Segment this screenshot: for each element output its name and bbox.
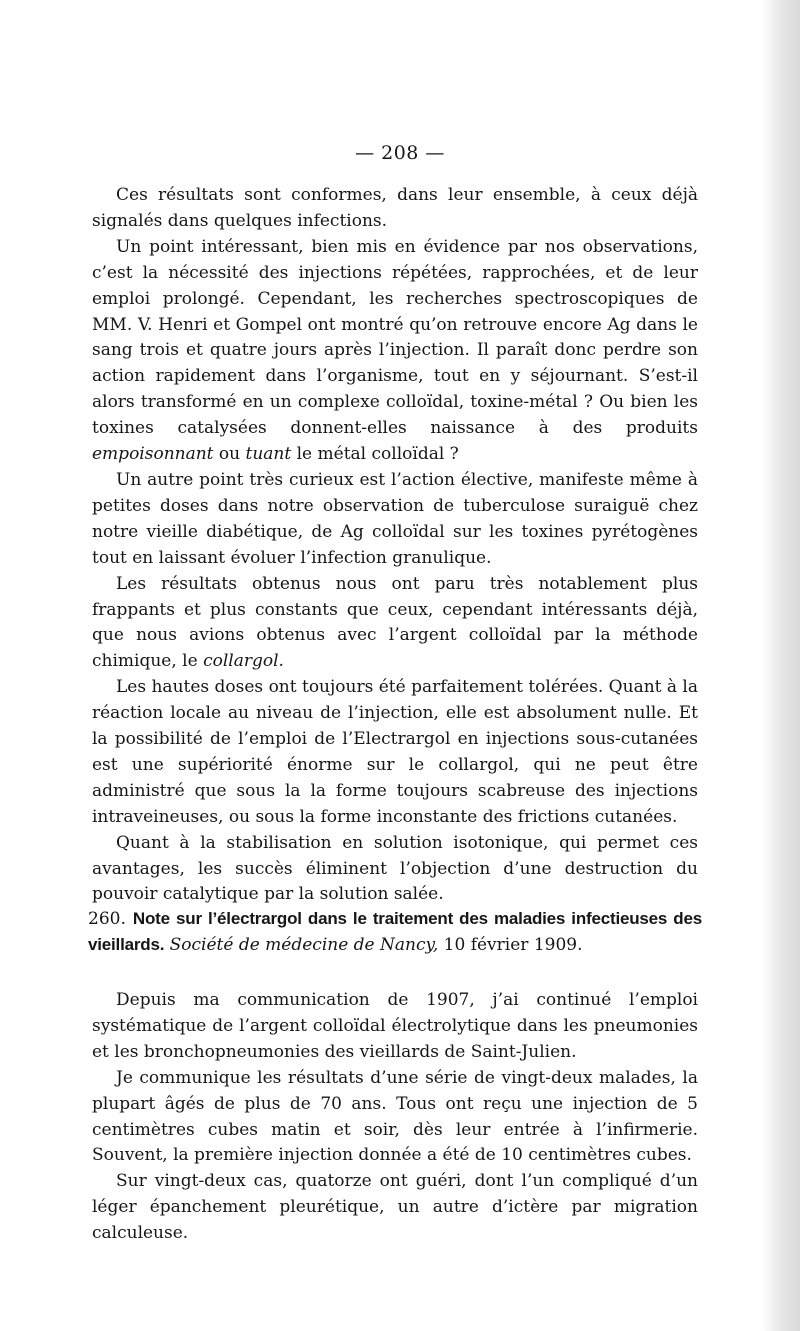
section-heading [88, 906, 702, 958]
section-body-text [92, 988, 698, 1247]
paragraph: Depuis ma communication de 1907, j’ai continué l’emploi systématique de l’argent colloïdal électrolytique dans les pneumonies et les bronchopneumonies des vieillards de Saint-Julien. [92, 990, 698, 1062]
paragraph: Un autre point très curieux est l’action élective, manifeste même à petites doses dans notre observation de tuberculose suraiguë chez notre vieille diabétique, de Ag colloïdal sur les toxines pyrétogènes tout en laissant évoluer l’infection granulique. [92, 469, 698, 568]
page-number: — 208 — [355, 142, 445, 164]
section-date: 10 février 1909. [443, 935, 583, 955]
section-number: 260. [88, 909, 126, 929]
paragraph: Les résultats obtenus nous ont paru très notablement plus frappants et plus constants que ceux, cependant intéressants déjà, que nous avions obtenus avec l’argent colloïdal par la méthode chimique, le collargol. [92, 573, 698, 672]
paragraph: Quant à la stabilisation en solution isotonique, qui permet ces avantages, les succès éliminent l’objection d’une destruction du pouvoir catalytique par la solution salée. [92, 832, 698, 905]
section-source: Société de médecine de Nancy, [169, 935, 439, 955]
paragraph: Les hautes doses ont toujours été parfaitement tolérées. Quant à la réaction locale au niveau de l’injection, elle est absolument nulle. Et la possibilité de l’emploi de l’Electrargol en injections sous-cutanées est une supériorité énorme sur le collargol, qui ne peut être administré que sous la la forme toujours scabreuse des injections intraveineuses, ou sous la forme inconstante des frictions cutanées. [92, 677, 698, 827]
paragraph: Un point intéressant, bien mis en évidence par nos observations, c’est la nécessité des injections répétées, rapprochées, et de leur emploi prolongé. Cependant, les recherches spectroscopiques de MM. V. Henri et Gompel ont montré qu’on retrouve encore Ag dans le sang trois et quatre jours après l’injection. Il paraît donc perdre son action rapidement dans l’organisme, tout en y séjournant. S’est-il alors transformé en un complexe colloïdal, toxine-métal ? Ou bien les toxines catalysées donnent-elles naissance à des produits empoisonnant ou tuant le métal colloïdal ? [92, 236, 698, 465]
paragraph: Je communique les résultats d’une série de vingt-deux malades, la plupart âgés de plus de 70 ans. Tous ont reçu une injection de 5 centimètres cubes matin et soir, dès leur entrée à l’infirmerie. Souvent, la première injection donnée a été de 10 centimètres cubes. [92, 1067, 698, 1166]
paragraph: Sur vingt-deux cas, quatorze ont guéri, dont l’un compliqué d’un léger épanchement pleurétique, un autre d’ictère par migration calculeuse. [92, 1171, 698, 1244]
paragraph: Ces résultats sont conformes, dans leur ensemble, à ceux déjà signalés dans quelques infections. [92, 185, 698, 231]
page-edge-shadow [762, 0, 800, 1331]
body-text [92, 183, 698, 908]
section-title: Note sur l’électrargol dans le traitement des maladies infectieuses des vieillards. [88, 909, 703, 954]
